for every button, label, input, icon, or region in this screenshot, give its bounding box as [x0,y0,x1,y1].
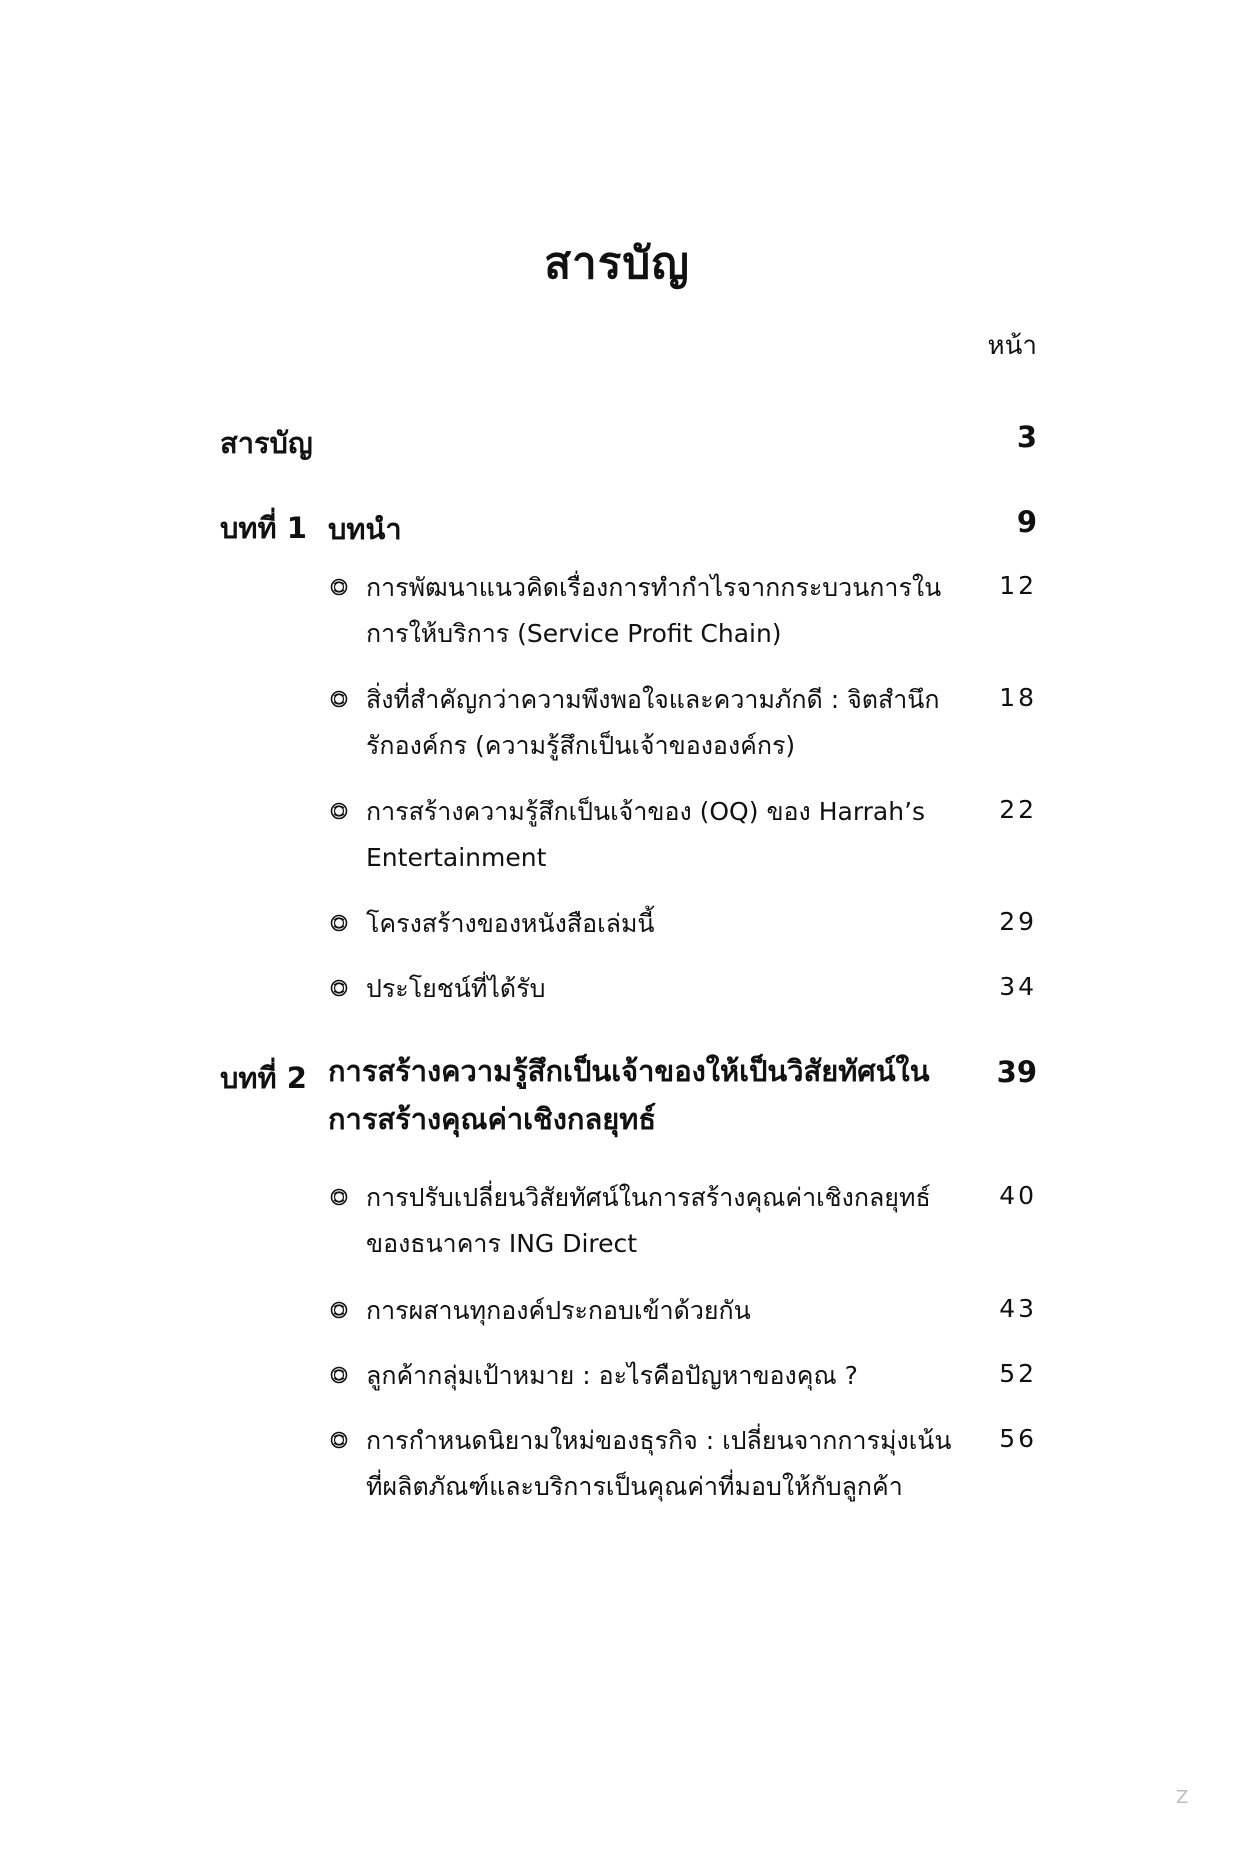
chapter-title: บทนำ [328,512,402,546]
section-title: การสร้างความรู้สึกเป็นเจ้าของ (OQ) ของ Harrah’s Entertainment [366,797,926,872]
section-page-number: 52 [999,1359,1037,1388]
bullet-icon [330,914,348,932]
bullet-icon [330,578,348,596]
bullet-icon [330,979,348,997]
corner-mark: Z [1176,1787,1189,1808]
toc-entry[interactable] [220,420,1037,460]
bullet-icon [330,1366,348,1384]
section-title: โครงสร้างของหนังสือเล่มนี้ [366,909,655,938]
page-title: สารบัญ [544,238,690,289]
chapter-number: บทที่ 2 [220,1061,307,1095]
section-title: การผสานทุกองค์ประกอบเข้าด้วยกัน [366,1296,751,1325]
section-page-number: 56 [999,1424,1037,1453]
entry-label: สารบัญ [220,426,313,460]
section-page-number: 43 [999,1294,1037,1323]
bullet-icon [330,690,348,708]
section-title: การปรับเปลี่ยนวิสัยทัศน์ในการสร้างคุณค่าเชิงกลยุทธ์ของธนาคาร ING Direct [366,1183,931,1258]
bullet-icon [330,1301,348,1319]
chapter-page-number: 39 [996,1055,1037,1089]
chapter-number: บทที่ 1 [220,511,307,545]
bullet-icon [330,1431,348,1449]
section-page-number: 22 [999,795,1037,824]
toc-chapter-1[interactable] [220,505,1037,545]
section-page-number: 18 [999,683,1037,712]
entry-page-number: 3 [1016,420,1037,454]
bullet-icon [330,802,348,820]
chapter-title: การสร้างความรู้สึกเป็นเจ้าของให้เป็นวิสัยทัศน์ในการสร้างคุณค่าเชิงกลยุทธ์ [328,1054,930,1136]
section-title: การกำหนดนิยามใหม่ของธุรกิจ : เปลี่ยนจากการมุ่งเน้นที่ผลิตภัณฑ์และบริการเป็นคุณค่าที่มอบให้กับลูกค้า [366,1426,952,1501]
section-page-number: 40 [999,1181,1037,1210]
section-title: การพัฒนาแนวคิดเรื่องการทำกำไรจากกระบวนการในการให้บริการ (Service Profit Chain) [366,573,942,648]
section-page-number: 34 [999,972,1037,1001]
toc-chapter-2[interactable] [220,1055,1037,1151]
section-title: ประโยชน์ที่ได้รับ [366,974,546,1003]
chapter-page-number: 9 [1016,505,1037,539]
bullet-icon [330,1188,348,1206]
section-title: ลูกค้ากลุ่มเป้าหมาย : อะไรคือปัญหาของคุณ ? [366,1361,858,1390]
section-page-number: 12 [999,571,1037,600]
section-title: สิ่งที่สำคัญกว่าความพึงพอใจและความภักดี : จิตสำนึกรักองค์กร (ความรู้สึกเป็นเจ้าขององค์กร) [366,685,940,760]
section-page-number: 29 [999,907,1037,936]
page-column-label: หน้า [987,331,1037,361]
